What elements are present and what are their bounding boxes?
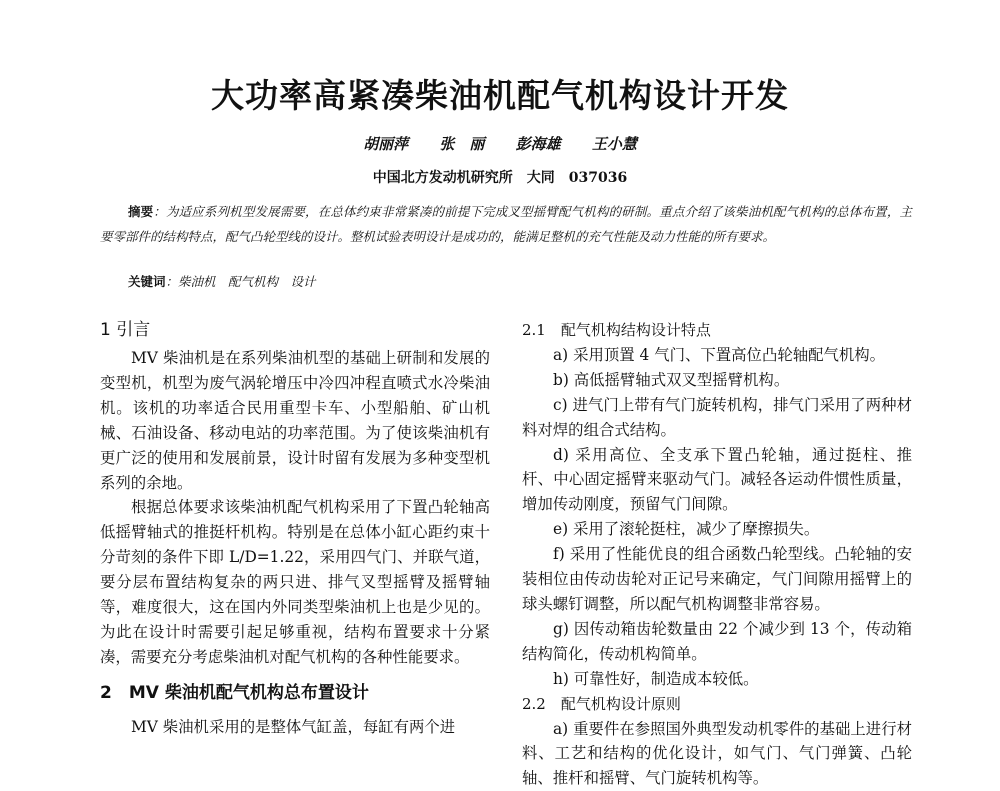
keywords xyxy=(128,272,316,290)
right-column xyxy=(522,318,912,791)
subsection-heading-2-2: 2.2 配气机构设计原则 xyxy=(522,692,912,717)
keywords-text: ：柴油机 配气机构 设计 xyxy=(166,274,316,289)
section-heading-2: 2 MV 柴油机配气机构总布置设计 xyxy=(100,681,490,715)
paragraph: MV 柴油机采用的是整体气缸盖，每缸有两个进 xyxy=(100,715,490,740)
author-name: 王小慧 xyxy=(592,135,637,153)
left-column xyxy=(100,318,490,740)
author-name: 张 丽 xyxy=(439,135,484,153)
list-item: d) 采用高位、全支承下置凸轮轴，通过挺柱、推杆、中心固定摇臂来驱动气门。减轻各运动件惯性质量，增加传动刚度，预留气门间隙。 xyxy=(522,443,912,518)
list-item: h) 可靠性好，制造成本较低。 xyxy=(522,667,912,692)
paragraph: 根据总体要求该柴油机配气机构采用了下置凸轮轴高低摇臂轴式的推挺杆机构。特别是在总体小缸心距约束十分苛刻的条件下即 L/D=1.22，采用四气门、并联气道，要分层布置结构复杂的两只进、排气叉型摇臂及摇臂轴等，难度很大，这在国内外同类型柴油机上也是少见的。为此在设计时需要引起足够重视，结构布置要求十分紧凑，需要充分考虑柴油机对配气机构的各种性能要求。 xyxy=(100,495,490,669)
section-heading-1: 1 引言 xyxy=(100,318,490,346)
list-item: c) 进气门上带有气门旋转机构，排气门采用了两种材料对焊的组合式结构。 xyxy=(522,393,912,443)
author-name: 彭海雄 xyxy=(516,135,561,153)
paper-title: 大功率高紧凑柴油机配气机构设计开发 xyxy=(0,70,1000,117)
abstract xyxy=(100,199,912,249)
affiliation: 中国北方发动机研究所 大同 037036 xyxy=(0,167,1000,187)
author-name: 胡丽萍 xyxy=(363,135,408,153)
paragraph: MV 柴油机是在系列柴油机型的基础上研制和发展的变型机，机型为废气涡轮增压中冷四冲程直喷式水冷柴油机。该机的功率适合民用重型卡车、小型船舶、矿山机械、石油设备、移动电站的功率范围。为了使该柴油机有更广泛的使用和发展前景，设计时留有发展为多种变型机系列的余地。 xyxy=(100,346,490,495)
keywords-label: 关键词 xyxy=(128,274,166,289)
subsection-heading-2-1: 2.1 配气机构结构设计特点 xyxy=(522,318,912,343)
list-item: a) 重要件在参照国外典型发动机零件的基础上进行材料、工艺和结构的优化设计，如气门、气门弹簧、凸轮轴、推杆和摇臂、气门旋转机构等。 xyxy=(522,717,912,791)
abstract-text: ：为适应系列机型发展需要，在总体约束非常紧凑的前提下完成叉型摇臂配气机构的研制。重点介绍了该柴油机配气机构的总体布置，主要零部件的结构特点，配气凸轮型线的设计。整机试验表明设计是成功的，能满足整机的充气性能及动力性能的所有要求。 xyxy=(100,204,912,244)
list-item: b) 高低摇臂轴式双叉型摇臂机构。 xyxy=(522,368,912,393)
abstract-label: 摘要 xyxy=(128,204,153,219)
author-list xyxy=(0,133,1000,154)
list-item: f) 采用了性能优良的组合函数凸轮型线。凸轮轴的安装相位由传动齿轮对正记号来确定，气门间隙用摇臂上的球头螺钉调整，所以配气机构调整非常容易。 xyxy=(522,542,912,617)
list-item: g) 因传动箱齿轮数量由 22 个减少到 13 个，传动箱结构简化，传动机构简单。 xyxy=(522,617,912,667)
list-item: e) 采用了滚轮挺柱，减少了摩擦损失。 xyxy=(522,517,912,542)
list-item: a) 采用顶置 4 气门、下置高位凸轮轴配气机构。 xyxy=(522,343,912,368)
